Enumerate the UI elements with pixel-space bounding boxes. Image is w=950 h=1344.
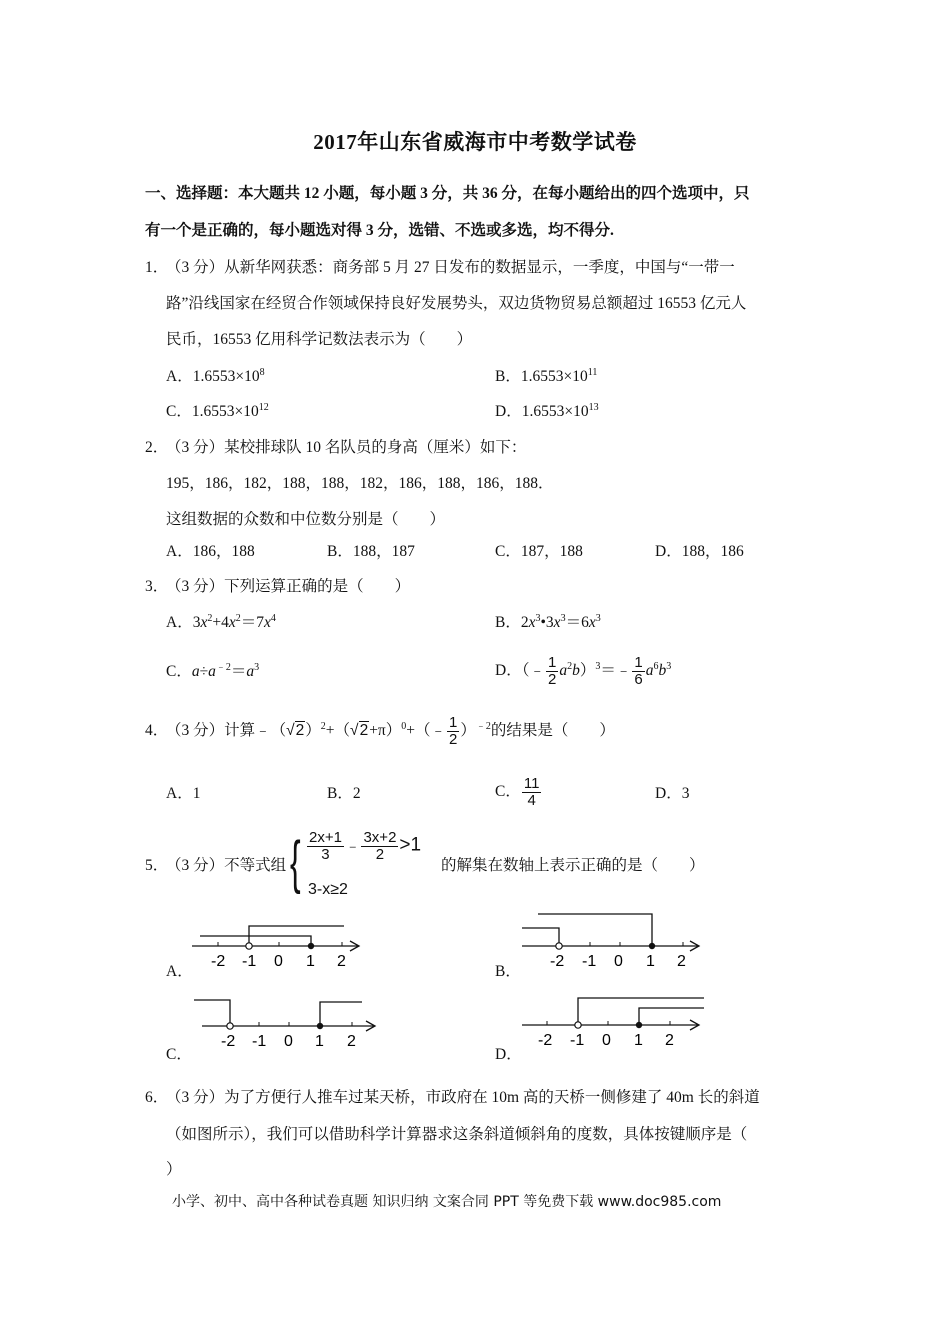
q6-line-1: （3 分）为了方便行人推车过某天桥，市政府在 10m 高的天桥一侧修建了 40m 长的斜道 xyxy=(166,1089,760,1106)
sqrt-2-b: √2 xyxy=(350,722,369,739)
tick-label: 1 xyxy=(315,1033,324,1050)
fraction-3x-plus-2-over-2: $\frac{3x+2}{2}$ xyxy=(363,829,397,863)
tick-label: -2 xyxy=(221,1033,236,1050)
q2-option-d: D．188，186 xyxy=(655,543,744,560)
footer-watermark: 小学、初中、高中各种试卷真题 知识归纳 文案合同 PPT 等免费下载 www.doc985.com xyxy=(172,1194,722,1210)
q5-stem-post: 的解集在数轴上表示正确的是（ ） xyxy=(441,857,705,874)
tick-label: 2 xyxy=(677,953,686,970)
q2-line-1: （3 分）某校排球队 10 名队员的身高（厘米）如下： xyxy=(166,439,527,456)
tick-label: 0 xyxy=(614,953,623,970)
fraction-one-sixth: $\frac{1}{6}$ xyxy=(634,653,643,688)
q1-number: 1． xyxy=(145,259,169,276)
tick-label: 1 xyxy=(306,953,315,970)
q5-option-b-label: B． xyxy=(495,963,521,980)
tick-label: -1 xyxy=(570,1032,585,1049)
q3-option-a: A．$3x^2+4x^2=7x^4$ xyxy=(166,612,276,631)
q5-inequality-2: 3-x≥2 xyxy=(308,881,348,898)
q3-option-c: C．$a\div a^{﹣2}=a^3$ xyxy=(166,661,260,680)
q2-number: 2． xyxy=(145,439,169,456)
q1-line-1: （3 分）从新华网获悉：商务部 5 月 27 日发布的数据显示，一季度，中国与“一带一 xyxy=(166,259,735,276)
q5-inequality-1: $\frac{2x+1}{3}$ ﹣ $\frac{3x+2}{2}$ >1 xyxy=(309,829,422,863)
tick-label: -1 xyxy=(582,953,597,970)
q2-option-b: B．188，187 xyxy=(327,543,415,560)
q5-number: 5． xyxy=(145,857,169,874)
fraction-2x-plus-1-over-3: $\frac{2x+1}{3}$ xyxy=(309,829,342,863)
q1-option-c: C．$1.6553\times 10^{12}$ xyxy=(166,401,269,420)
q1-line-2: 路”沿线国家在经贸合作领域保持良好发展势头，双边货物贸易总额超过 16553 亿元人 xyxy=(166,295,747,312)
tick-label: 1 xyxy=(646,953,655,970)
section-heading-line-1: 一、选择题：本大题共 12 小题，每小题 3 分，共 36 分，在每小题给出的四个选项中，只 xyxy=(145,185,750,202)
section-heading-line-2: 有一个是正确的，每小题选对得 3 分，选错、不选或多选，均不得分. xyxy=(145,222,614,239)
tick-label: -2 xyxy=(211,953,226,970)
fraction-eleven-quarters: $\frac{11}{4}$ xyxy=(523,774,540,809)
q2-option-a: A．186，188 xyxy=(166,543,255,560)
q3-stem: （3 分）下列运算正确的是（ ） xyxy=(166,578,411,595)
q3-option-d: D．（﹣ $\frac{1}{2}$ $a^2b)^3=﹣$ $\frac{1}{6}$ $a^6b^3$ xyxy=(495,653,672,688)
fraction-one-half: $\frac{1}{2}$ xyxy=(547,653,557,688)
q6-line-2: （如图所示），我们可以借助科学计算器求这条斜道倾斜角的度数，具体按键顺序是（ xyxy=(166,1126,748,1143)
q4-option-b: B．2 xyxy=(327,785,361,802)
sqrt-2-a: √2 xyxy=(286,722,305,739)
tick-label: -2 xyxy=(550,953,565,970)
q6-line-3: ） xyxy=(166,1161,182,1178)
tick-label: 1 xyxy=(634,1032,643,1049)
tick-label: 2 xyxy=(347,1033,356,1050)
q4-option-a: A．1 xyxy=(166,785,201,802)
q4-option-c: C． $\frac{11}{4}$ xyxy=(495,774,540,809)
q2-line-3: 这组数据的众数和中位数分别是（ ） xyxy=(166,511,446,528)
fraction-one-half-q4: $\frac{1}{2}$ xyxy=(449,713,458,748)
q5-number-line-d xyxy=(520,992,710,1054)
q5-number-line-b xyxy=(520,906,710,972)
tick-label: 2 xyxy=(665,1032,674,1049)
q1-option-a: A．$1.6553\times 10^8$ xyxy=(166,366,265,385)
q5-option-c-label: C． xyxy=(166,1046,192,1063)
q1-option-b: B．$1.6553\times 10^{11}$ xyxy=(495,366,598,385)
q1-option-d: D．$1.6553\times 10^{13}$ xyxy=(495,401,599,420)
tick-label: -2 xyxy=(538,1032,553,1049)
tick-label: -1 xyxy=(252,1033,267,1050)
q3-option-b: B．$2x^3•3x^3=6x^3$ xyxy=(495,612,601,631)
q2-line-2: 195，186，182，188，188，182，186，188，186，188． xyxy=(166,475,554,492)
page-title: 2017年山东省威海市中考数学试卷 xyxy=(313,130,637,154)
q4-stem: （3 分）计算$﹣(√2)^2+(√2+\pi)^0+(﹣$ $\frac{1}{2}$ ）$^{﹣2}$的结果是（ ） xyxy=(166,712,615,750)
tick-label: -1 xyxy=(242,953,257,970)
q5-stem-pre: （3 分）不等式组 xyxy=(166,857,287,874)
q2-option-c: C．187，188 xyxy=(495,543,583,560)
q5-option-a-label: A． xyxy=(166,963,193,980)
q1-line-3: 民币，16553 亿用科学记数法表示为（ ） xyxy=(166,331,473,348)
q4-number: 4． xyxy=(145,722,169,739)
tick-label: 2 xyxy=(337,953,346,970)
tick-label: 0 xyxy=(274,953,283,970)
q3-number: 3． xyxy=(145,578,169,595)
tick-label: 0 xyxy=(284,1033,293,1050)
system-brace: { xyxy=(290,830,301,895)
q5-option-d-label: D． xyxy=(495,1046,522,1063)
tick-label: 0 xyxy=(602,1032,611,1049)
q6-number: 6． xyxy=(145,1089,169,1106)
q4-option-d: D．3 xyxy=(655,785,690,802)
q5-number-line-a xyxy=(190,912,370,972)
q5-number-line-c xyxy=(192,994,382,1054)
